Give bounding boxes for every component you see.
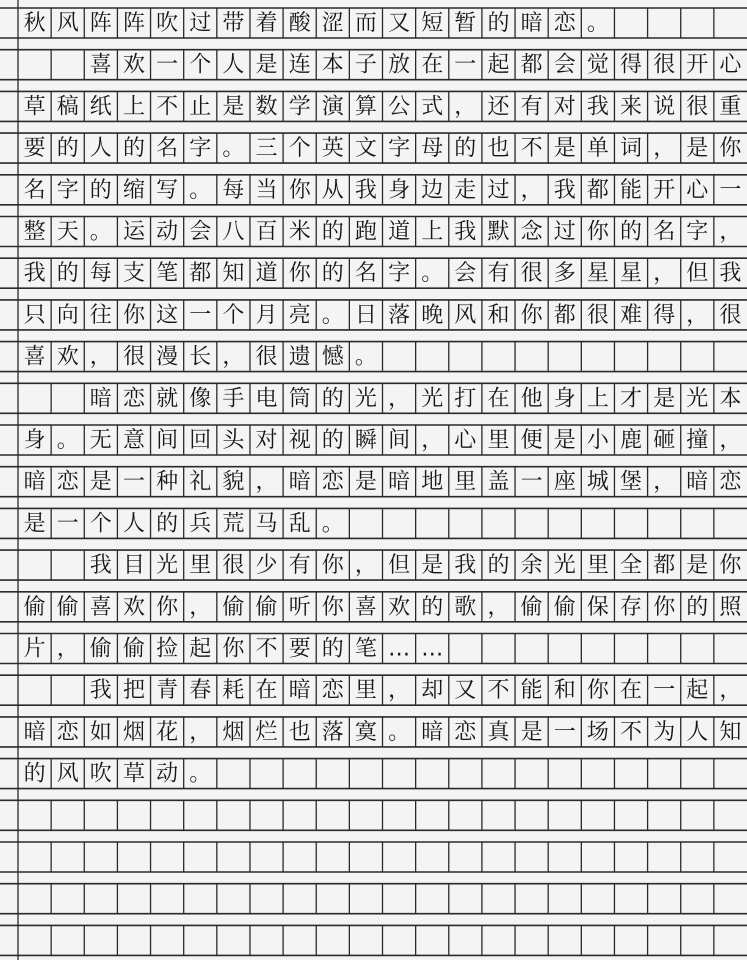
essay-line: 我 把 青 春 耗 在 暗 恋 里 ， 却 又 不 能 和 你 在 一 起 ， [89, 677, 742, 703]
grid-row [0, 634, 747, 664]
grid-row [0, 300, 747, 330]
grid-row [0, 717, 747, 747]
grid-row [0, 342, 747, 372]
essay-line: 暗 恋 就 像 手 电 筒 的 光 ， 光 打 在 他 身 上 才 是 光 本 [89, 385, 742, 411]
essay-line: 要 的 人 的 名 字 。 三 个 英 文 字 母 的 也 不 是 单 词 ， 是 你 [23, 135, 742, 161]
essay-line: 秋 风 阵 阵 吹 过 带 着 酸 涩 而 又 短 暂 的 暗 恋 。 [23, 10, 609, 36]
grid-row [0, 175, 747, 205]
essay-line: 暗 恋 是 一 种 礼 貌 ， 暗 恋 是 暗 地 里 盖 一 座 城 堡 ， 暗 恋 [23, 469, 742, 495]
grid-row [0, 675, 747, 705]
essay-line: 喜 欢 一 个 人 是 连 本 子 放 在 一 起 都 会 觉 得 很 开 心 [89, 52, 742, 78]
grid-row [0, 508, 747, 538]
grid-row [0, 425, 747, 455]
essay-line: 整 天 。 运 动 会 八 百 米 的 跑 道 上 我 默 念 过 你 的 名 字 ， [23, 219, 742, 244]
grid-row [0, 925, 747, 955]
essay-line: 名 字 的 缩 写 。 每 当 你 从 我 身 边 走 过 ， 我 都 能 开 心 一 [23, 177, 742, 203]
essay-line: 身 。 无 意 间 回 头 对 视 的 瞬 间 ， 心 里 便 是 小 鹿 砸 撞 ， [23, 427, 742, 453]
grid-row [0, 592, 747, 622]
essay-line: 偷 偷 喜 欢 你 ， 偷 偷 听 你 喜 欢 的 歌 ， 偷 偷 保 存 你 的 照 [23, 594, 742, 620]
grid-row [0, 550, 747, 580]
essay-line: 暗 恋 如 烟 花 ， 烟 烂 也 落 寞 。 暗 恋 真 是 一 场 不 为 人 知 [23, 719, 742, 745]
grid-row [0, 8, 747, 38]
grid-row [0, 383, 747, 413]
essay-line: 我 目 光 里 很 少 有 你 ， 但 是 我 的 余 光 里 全 都 是 你 [89, 552, 742, 578]
grid-row [0, 842, 747, 872]
grid-row [0, 133, 747, 163]
essay-line: 片 ， 偷 偷 捡 起 你 不 要 的 笔 … … [23, 636, 444, 661]
essay-line: 只 向 往 你 这 一 个 月 亮 。 日 落 晚 风 和 你 都 很 难 得 ， 很 [23, 302, 742, 328]
grid-row [0, 50, 747, 80]
grid-row [0, 800, 747, 830]
grid-row [0, 759, 747, 789]
grid-row [0, 467, 747, 497]
essay-line: 草 稿 纸 上 不 止 是 数 学 演 算 公 式 ， 还 有 对 我 来 说 很 重 [23, 93, 742, 119]
grid-row [0, 258, 747, 288]
essay-line: 的 风 吹 草 动 。 [23, 761, 212, 787]
essay-line: 是 一 个 人 的 兵 荒 马 乱 。 [23, 510, 344, 536]
grid-row [0, 884, 747, 914]
grid-row [0, 91, 747, 121]
grid-row [0, 217, 747, 247]
essay-line: 我 的 每 支 笔 都 知 道 你 的 名 字 。 会 有 很 多 星 星 ， 但 我 [23, 260, 742, 286]
essay-line: 喜 欢 ， 很 漫 长 ， 很 遗 憾 。 [23, 344, 377, 370]
